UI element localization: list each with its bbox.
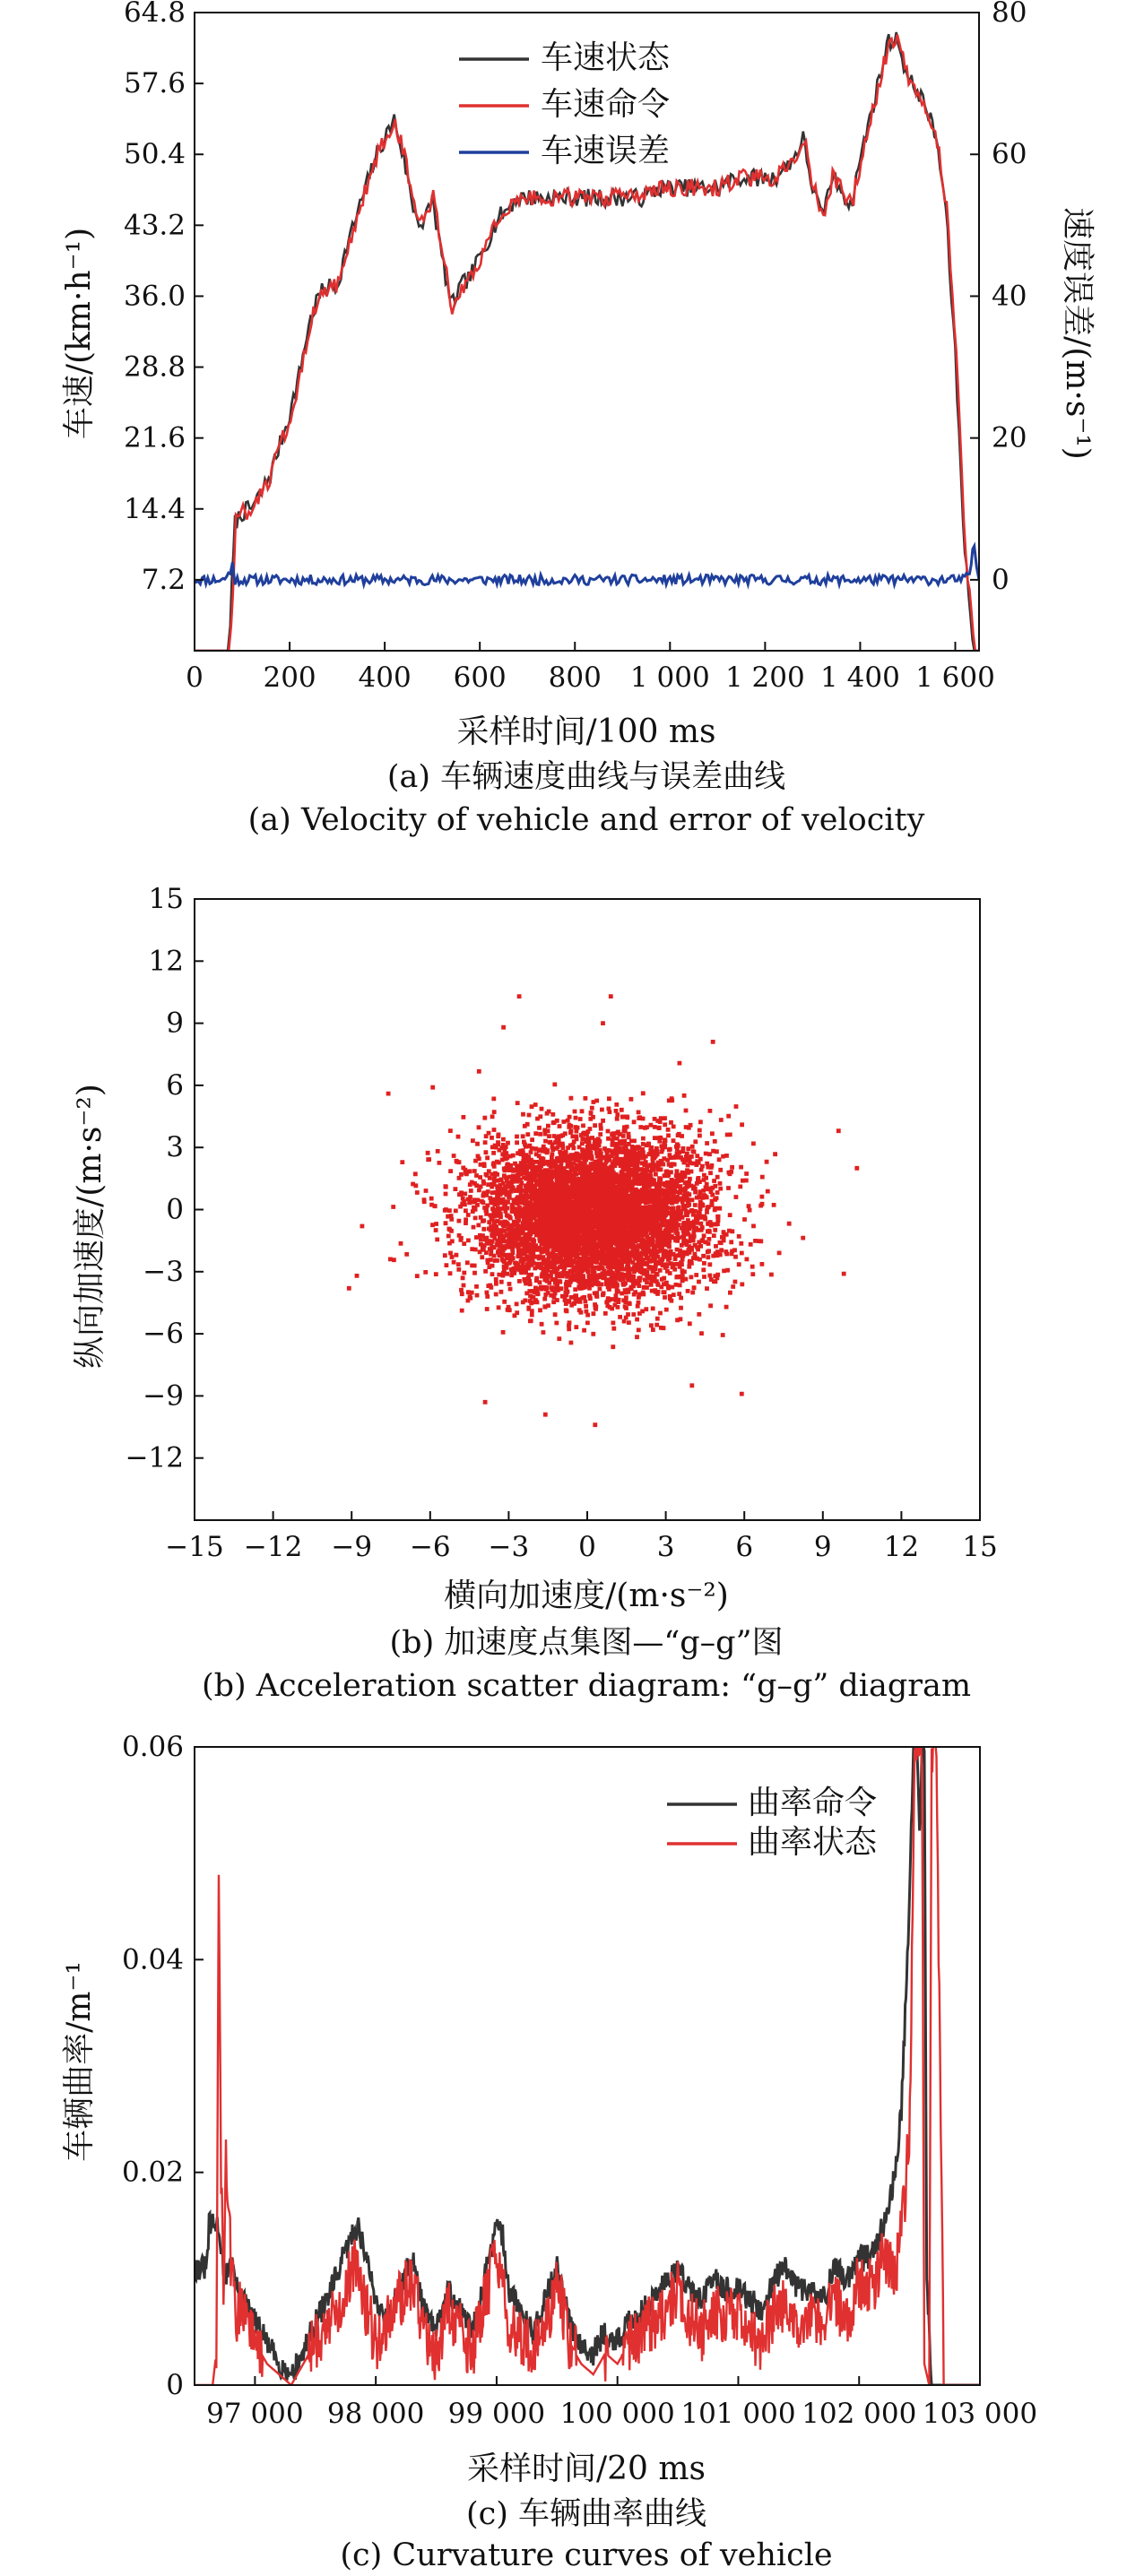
chart-c-xtick-label: 98 000 <box>326 2398 425 2430</box>
chart-a-ytick-label: 14.4 <box>123 492 186 525</box>
chart-b-ytick-label: 6 <box>166 1068 184 1102</box>
chart-a-caption-cn: (a) 车辆速度曲线与误差曲线 <box>386 759 786 795</box>
chart-a-xtick-label: 400 <box>358 661 412 694</box>
chart-c-legend-label-0: 曲率命令 <box>748 1785 878 1821</box>
chart-b-ytick-label: 0 <box>166 1193 184 1226</box>
chart-b-scatter-points <box>347 994 859 1427</box>
chart-b-ytick-label: 3 <box>166 1131 184 1164</box>
chart-a-series-line-1 <box>195 35 979 652</box>
chart-a-y2label: 速度误差/(m·s⁻¹) <box>1059 207 1096 460</box>
chart-b-ytick-label: −9 <box>143 1379 184 1413</box>
chart-a-xtick-label: 200 <box>263 661 316 694</box>
chart-a-legend-label-0: 车速状态 <box>541 39 671 76</box>
chart-b-ytick-label: 15 <box>148 883 184 915</box>
chart-b-ytick-label: −3 <box>143 1255 184 1288</box>
chart-a-y2tick-label: 20 <box>992 421 1027 454</box>
chart-a-xtick-label: 800 <box>548 661 602 694</box>
chart-a-xtick-label: 0 <box>186 661 204 694</box>
chart-b-xtick-label: −9 <box>331 1531 373 1563</box>
chart-b-xtick-label: −6 <box>409 1531 451 1563</box>
chart-c-xtick-label: 102 000 <box>802 2398 917 2430</box>
chart-a-ytick-label: 28.8 <box>123 350 186 384</box>
chart-a-xtick-label: 1 000 <box>629 661 710 694</box>
chart-b-xtick-label: −15 <box>165 1531 224 1563</box>
chart-a-ytick-label: 50.4 <box>123 138 186 171</box>
chart-b-xtick-label: 15 <box>962 1531 998 1563</box>
chart-b-caption-cn: (b) 加速度点集图—“g–g”图 <box>389 1625 784 1661</box>
chart-b-ytick-label: 9 <box>166 1007 184 1040</box>
chart-c-ytick-label: 0.02 <box>121 2156 184 2189</box>
chart-a-series-line-0 <box>195 32 979 651</box>
chart-a-y2tick-label: 80 <box>992 0 1027 29</box>
chart-b-ytick-label: 12 <box>148 945 184 978</box>
chart-a-y2tick-label: 40 <box>992 280 1027 313</box>
chart-a-caption-en: (a) Velocity of vehicle and error of velocity <box>247 802 925 838</box>
chart-a-ylabel: 车速/(km·h⁻¹) <box>61 227 98 440</box>
chart-b-xtick-label: −12 <box>243 1531 303 1563</box>
chart-a-ytick-label: 7.2 <box>141 563 186 596</box>
chart-c-caption-cn: (c) 车辆曲率曲线 <box>465 2496 707 2532</box>
chart-a-xtick-label: 600 <box>453 661 507 694</box>
chart-a-ytick-label: 57.6 <box>123 67 186 100</box>
chart-b-xtick-label: 6 <box>735 1531 754 1563</box>
chart-b-gg-diagram <box>72 883 998 1704</box>
chart-a-series-line-2 <box>195 546 979 584</box>
chart-a-xtick-label: 1 600 <box>915 661 995 694</box>
chart-b-xlabel: 横向加速度/(m·s⁻²) <box>444 1578 729 1614</box>
chart-a-y2tick-label: 60 <box>992 138 1027 171</box>
chart-c-ytick-label: 0.06 <box>121 1731 184 1763</box>
chart-b-xtick-label: 0 <box>578 1531 596 1563</box>
chart-c-curvature <box>61 1731 1037 2573</box>
chart-c-caption-en: (c) Curvature curves of vehicle <box>340 2537 833 2573</box>
chart-c-xtick-label: 103 000 <box>922 2398 1038 2430</box>
chart-c-xtick-label: 99 000 <box>447 2398 546 2430</box>
chart-c-xtick-label: 97 000 <box>206 2398 304 2430</box>
chart-c-legend-label-1: 曲率状态 <box>748 1824 878 1861</box>
chart-c-xlabel: 采样时间/20 ms <box>467 2451 706 2487</box>
chart-b-xtick-label: −3 <box>488 1531 530 1563</box>
chart-a-legend-label-2: 车速误差 <box>541 133 671 169</box>
chart-b-ytick-label: −6 <box>143 1318 184 1351</box>
chart-a-legend-label-1: 车速命令 <box>541 86 671 123</box>
chart-c-xtick-label: 100 000 <box>559 2398 675 2430</box>
chart-a-velocity <box>61 0 1096 838</box>
chart-c-ytick-label: 0 <box>166 2369 184 2401</box>
chart-b-ylabel: 纵向加速度/(m·s⁻²) <box>72 1084 108 1369</box>
chart-c-ylabel: 车辆曲率/m⁻¹ <box>61 1961 98 2162</box>
chart-a-y2tick-label: 0 <box>992 563 1010 596</box>
chart-b-caption-en: (b) Acceleration scatter diagram: “g–g” diagram <box>201 1668 972 1704</box>
chart-a-ytick-label: 36.0 <box>123 280 186 313</box>
chart-a-xlabel: 采样时间/100 ms <box>456 713 716 750</box>
chart-c-xtick-label: 101 000 <box>680 2398 796 2430</box>
chart-b-xtick-label: 12 <box>883 1531 920 1563</box>
chart-a-ytick-label: 21.6 <box>123 421 186 454</box>
chart-a-xtick-label: 1 200 <box>724 661 805 694</box>
chart-a-ytick-label: 64.8 <box>123 0 186 29</box>
chart-a-ytick-label: 43.2 <box>123 209 186 242</box>
chart-b-xtick-label: 3 <box>656 1531 675 1563</box>
chart-b-ytick-label: −12 <box>125 1441 184 1474</box>
chart-c-ytick-label: 0.04 <box>121 1943 184 1976</box>
chart-a-xtick-label: 1 400 <box>820 661 900 694</box>
chart-b-xtick-label: 9 <box>813 1531 832 1563</box>
